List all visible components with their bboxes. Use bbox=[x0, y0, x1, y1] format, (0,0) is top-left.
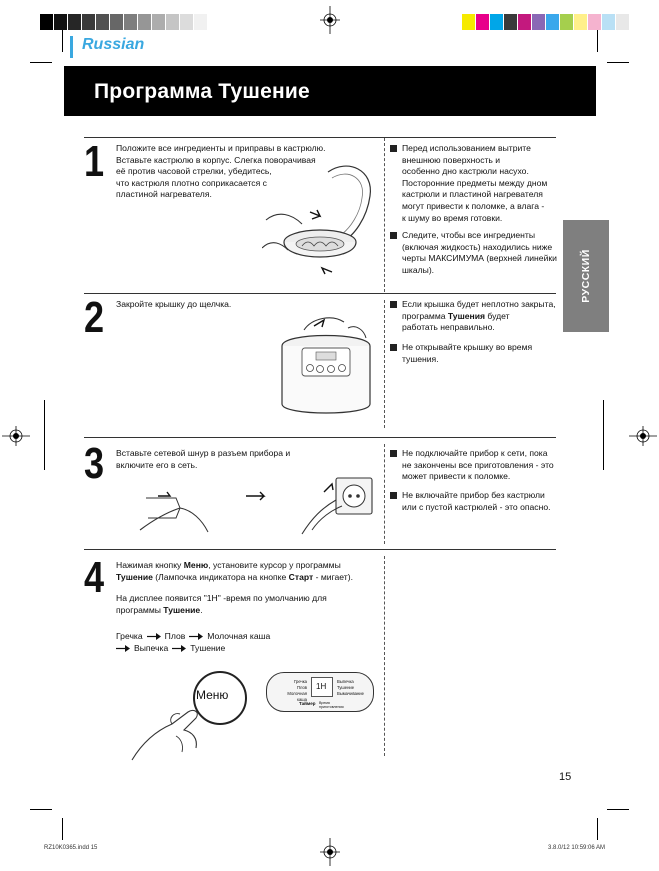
step-4-line: Нажимая кнопку Меню, установите курсор у программы bbox=[116, 560, 341, 570]
step-2-note-1 bbox=[390, 299, 560, 339]
program-name: Тушение bbox=[190, 643, 226, 653]
column-divider bbox=[384, 300, 385, 428]
note-line: тушения. bbox=[402, 353, 439, 364]
note-line: Не включайте прибор без кастрюли bbox=[402, 490, 545, 500]
note-line: работать неправильно. bbox=[402, 322, 495, 333]
step-number-4: 4 bbox=[84, 553, 105, 602]
color-swatch bbox=[462, 14, 476, 30]
bullet-square-icon bbox=[390, 492, 397, 499]
step-1-note-2 bbox=[390, 230, 560, 280]
color-swatch bbox=[152, 14, 166, 30]
color-swatch bbox=[616, 14, 630, 30]
bullet-square-icon bbox=[390, 232, 397, 239]
section-divider bbox=[84, 437, 556, 438]
program-name: Выпечка bbox=[134, 643, 169, 653]
color-swatch bbox=[82, 14, 96, 30]
step-4-line: программы Тушение. bbox=[116, 604, 203, 615]
step-1-note-1 bbox=[390, 143, 560, 233]
step-4-line: Тушение (Лампочка индикатора на кнопке Старт - мигает). bbox=[116, 571, 353, 582]
note-line: или с пустой кастрюлей - это опасно. bbox=[402, 501, 551, 512]
panel-label: Плов bbox=[296, 685, 307, 690]
bullet-square-icon bbox=[390, 450, 397, 457]
note-line: не закончены все приготовления - это bbox=[402, 459, 554, 470]
color-swatch bbox=[476, 14, 490, 30]
step-1-line: её против часовой стрелки, убедитесь, bbox=[116, 166, 272, 177]
note-line: могут привести к поломке, а влага - bbox=[402, 200, 545, 211]
panel-display-value: 1H bbox=[316, 682, 327, 691]
color-swatch bbox=[166, 14, 180, 30]
note-line: Не открывайте крышку во время bbox=[402, 342, 533, 352]
column-divider bbox=[384, 444, 385, 544]
bullet-square-icon bbox=[390, 301, 397, 308]
section-divider bbox=[84, 293, 556, 294]
step-2-text bbox=[116, 299, 231, 311]
step-3-note-1 bbox=[390, 448, 560, 488]
color-swatch bbox=[546, 14, 560, 30]
color-swatch bbox=[96, 14, 110, 30]
bullet-square-icon bbox=[390, 344, 397, 351]
footer-file-name: RZ10K0365.indd 15 bbox=[44, 845, 98, 851]
side-tab-label: РУССКИЙ bbox=[580, 249, 592, 303]
panel-label: Вымачивание bbox=[337, 691, 364, 696]
panel-right-labels bbox=[337, 679, 367, 697]
step-3-line: Вставьте сетевой шнур в разъем прибора и bbox=[116, 448, 291, 458]
color-calibration-bar-left bbox=[40, 14, 208, 30]
color-swatch bbox=[40, 14, 54, 30]
note-line: внешнюю поверхность и bbox=[402, 154, 501, 165]
registration-mark-left-icon bbox=[2, 426, 30, 446]
crop-mark bbox=[597, 30, 598, 52]
menu-button-label: Меню bbox=[196, 688, 229, 702]
program-name: Молочная каша bbox=[207, 631, 271, 641]
panel-cooking-time-label: Время приготовления bbox=[319, 701, 344, 709]
control-panel bbox=[266, 672, 374, 712]
note-line: Если крышка будет неплотно закрыта, bbox=[402, 299, 556, 309]
step-2-line: Закройте крышку до щелчка. bbox=[116, 299, 232, 309]
registration-mark-top-icon bbox=[320, 6, 340, 34]
step-number-1: 1 bbox=[84, 137, 105, 186]
note-line: шкалы). bbox=[402, 264, 435, 275]
color-swatch bbox=[194, 14, 208, 30]
note-line: Не подключайте прибор к сети, пока bbox=[402, 448, 548, 458]
crop-mark bbox=[607, 809, 629, 810]
panel-label: Выпечка bbox=[337, 679, 354, 684]
color-swatch bbox=[574, 14, 588, 30]
note-line: Посторонние предметы между дном bbox=[402, 177, 548, 188]
color-swatch bbox=[518, 14, 532, 30]
section-divider bbox=[84, 137, 556, 138]
step-3-text bbox=[116, 448, 290, 471]
color-swatch bbox=[180, 14, 194, 30]
step-1-line: Положите все ингредиенты и приправы в кастрюлю. bbox=[116, 143, 326, 153]
crop-mark bbox=[597, 818, 598, 840]
color-swatch bbox=[490, 14, 504, 30]
bullet-square-icon bbox=[390, 145, 397, 152]
panel-label: Молочная каша bbox=[287, 691, 307, 702]
step-number-2: 2 bbox=[84, 293, 105, 342]
color-swatch bbox=[602, 14, 616, 30]
crop-mark bbox=[44, 400, 45, 470]
program-sequence-row-1 bbox=[116, 630, 270, 642]
program-sequence-row-2 bbox=[116, 642, 225, 654]
panel-display bbox=[311, 677, 333, 697]
note-line: Перед использованием вытрите bbox=[402, 143, 531, 153]
note-line: кастрюли и пластиной нагревателя bbox=[402, 189, 543, 200]
color-swatch bbox=[588, 14, 602, 30]
title-band bbox=[64, 66, 596, 116]
step-2-note-2 bbox=[390, 342, 560, 372]
crop-mark bbox=[62, 818, 63, 840]
program-name: Гречка bbox=[116, 631, 143, 641]
crop-mark bbox=[603, 400, 604, 470]
side-language-tab bbox=[563, 220, 609, 332]
arrow-right-icon bbox=[189, 633, 203, 640]
step-1-line: что кастрюля плотно соприкасается с bbox=[116, 177, 267, 188]
note-line: черты МАКСИМУМА (верхней линейки bbox=[402, 253, 557, 264]
step-4-text bbox=[116, 560, 353, 616]
arrow-right-icon bbox=[172, 645, 186, 652]
color-swatch bbox=[532, 14, 546, 30]
language-label: Russian bbox=[82, 36, 145, 53]
note-line: может привести к поломке. bbox=[402, 471, 511, 482]
registration-mark-right-icon bbox=[629, 426, 657, 446]
column-divider bbox=[384, 556, 385, 756]
hand-pressing-button-illustration bbox=[128, 668, 258, 764]
arrow-right-icon bbox=[116, 645, 130, 652]
color-swatch bbox=[504, 14, 518, 30]
plug-in-illustration bbox=[136, 474, 376, 540]
color-swatch bbox=[68, 14, 82, 30]
panel-label: Гречка bbox=[294, 679, 307, 684]
note-line: (включая жидкость) находились ниже bbox=[402, 241, 553, 252]
program-name: Плов bbox=[164, 631, 186, 641]
page-number: 15 bbox=[559, 771, 572, 783]
panel-timer-label: Таймер bbox=[299, 701, 316, 706]
inserting-pot-illustration bbox=[262, 150, 374, 280]
color-swatch bbox=[560, 14, 574, 30]
arrow-right-icon bbox=[147, 633, 161, 640]
language-accent-bar bbox=[70, 36, 73, 58]
step-3-line: включите его в сеть. bbox=[116, 459, 198, 470]
panel-label: Тушение bbox=[337, 685, 355, 690]
crop-mark bbox=[62, 30, 63, 52]
step-1-line: Вставьте кастрюлю в корпус. Слегка поворачивая bbox=[116, 154, 316, 165]
note-line: особенно дно кастрюли насухо. bbox=[402, 166, 529, 177]
footer-date: 3.8.0/12 10:59:06 AM bbox=[548, 845, 606, 851]
step-1-line: пластиной нагревателя. bbox=[116, 189, 212, 200]
note-line: Следите, чтобы все ингредиенты bbox=[402, 230, 536, 240]
crop-mark bbox=[30, 62, 52, 63]
color-swatch bbox=[110, 14, 124, 30]
registration-mark-bottom-icon bbox=[320, 838, 340, 866]
page-title: Программа Тушение bbox=[94, 80, 310, 103]
color-calibration-bar-right bbox=[462, 14, 630, 30]
panel-left-labels bbox=[283, 679, 307, 703]
closing-lid-illustration bbox=[278, 312, 374, 424]
step-number-3: 3 bbox=[84, 439, 105, 488]
step-4-line: На дисплее появится "1H" -время по умолчанию для bbox=[116, 593, 327, 604]
section-divider bbox=[84, 549, 556, 550]
note-line: к шуму во время готовки. bbox=[402, 212, 503, 223]
step-3-note-2 bbox=[390, 490, 560, 520]
crop-mark bbox=[30, 809, 52, 810]
color-swatch bbox=[138, 14, 152, 30]
crop-mark bbox=[607, 62, 629, 63]
column-divider bbox=[384, 138, 385, 292]
color-swatch bbox=[124, 14, 138, 30]
color-swatch bbox=[54, 14, 68, 30]
note-line: программа Тушения будет bbox=[402, 310, 510, 321]
